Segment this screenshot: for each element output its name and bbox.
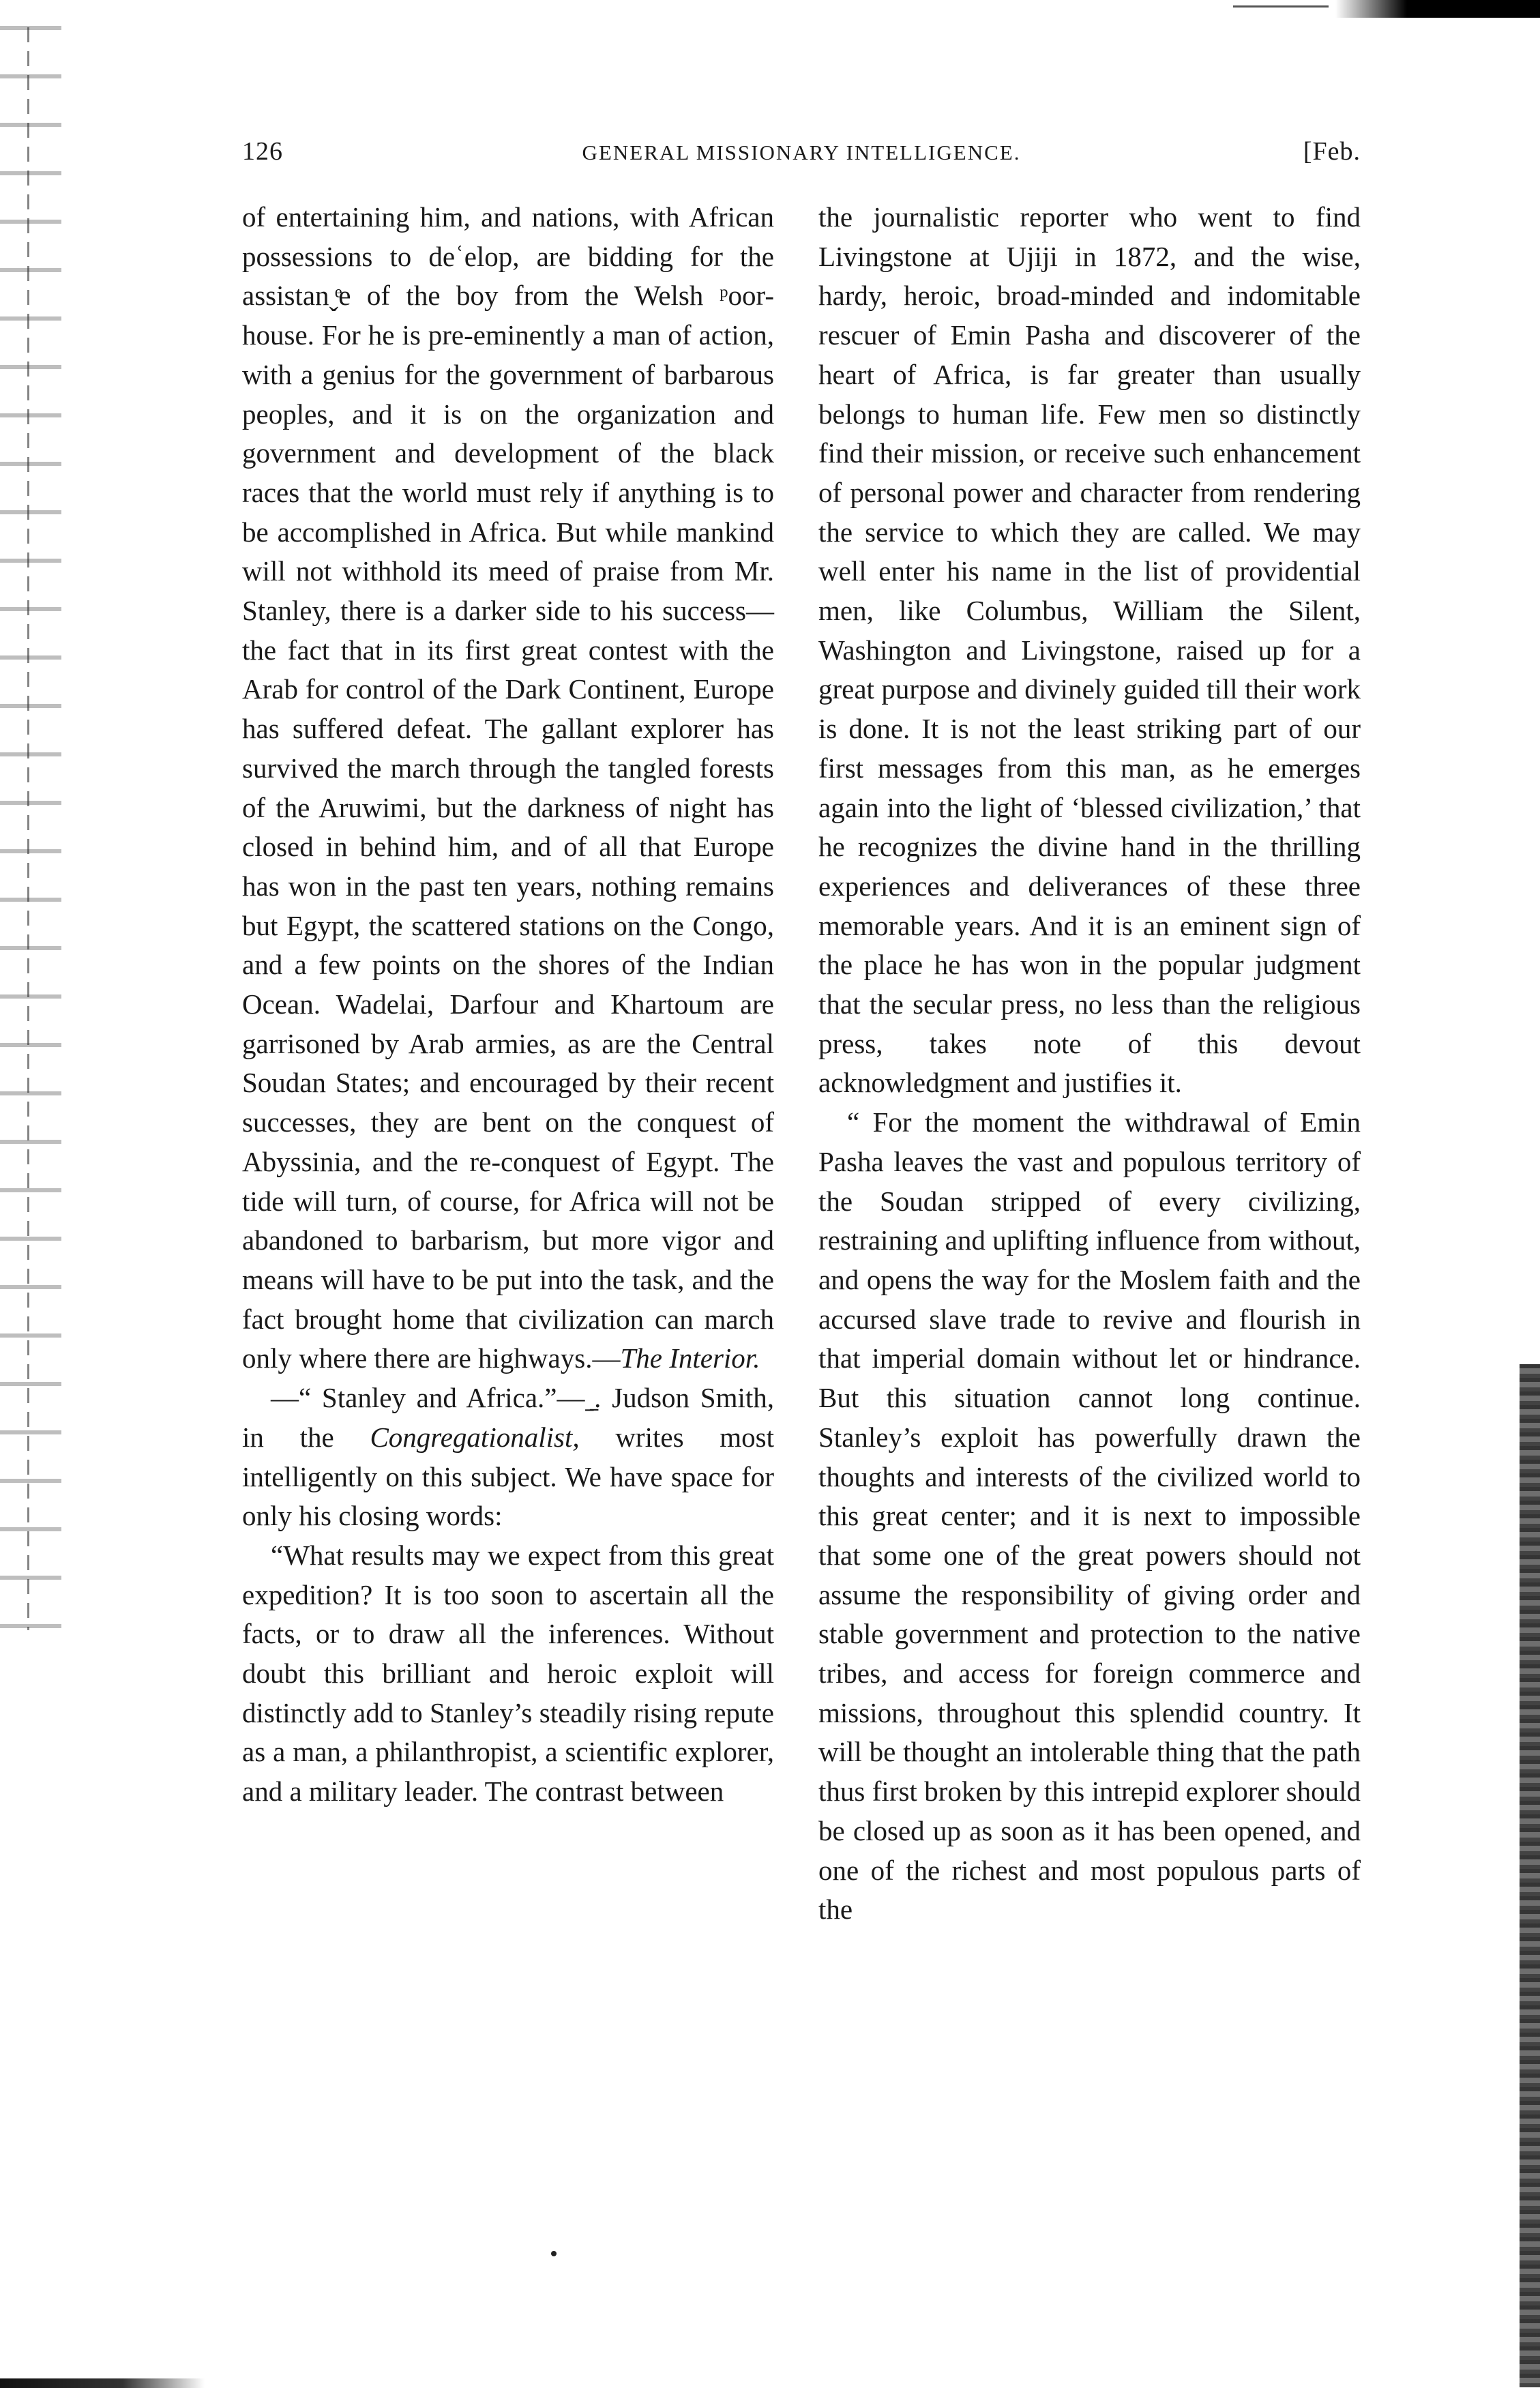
ink-speck (551, 2251, 557, 2256)
scan-bottom-edge (0, 2378, 205, 2388)
issue-month: [Feb. (1303, 137, 1361, 166)
source-citation: Congregationalist, (370, 1421, 580, 1453)
page-header (242, 136, 1361, 177)
paragraph (242, 198, 774, 1379)
paragraph (242, 1379, 774, 1536)
paragraph-text: writes most intelligently on this subject. We have space for only his closing words: (242, 1421, 774, 1532)
paragraph-text: of entertaining him, and nations, with African possessions to deʿelop, are bidding for the assistanˬͤe of the boy from the Welsh ᵖoor-house. For he is pre-eminently a man of action, with a genius for the government of barbarous peoples, and it is on the organization and government and development of the black races that the world must rely if anything is to be accomplished in Africa. But while mankind will not withhold its meed of praise from Mr. Stanley, there is a darker side to his success—the fact that in its first great contest with the Arab for control of the Dark Continent, Europe has suffered defeat. The gallant explorer has survived the march through the tangled forests of the Aruwimi, but the darkness of night has closed in behind him, and of all that Europe has won in the past ten years, nothing remains but Egypt, the scattered stations on the Congo, and a few points on the shores of the Indian Ocean. Wadelai, Darfour and Khartoum are garrisoned by Arab armies, as are the Central Soudan States; and encouraged by their recent successes, they are bent on the conquest of Abyssinia, and the re-conquest of Egypt. The tide will turn, of course, for Africa will not be abandoned to barbarism, but more vigor and means will have to be put into the task, and the fact brought home that civilization can march only where there are highways.— (242, 201, 774, 1374)
right-column (818, 198, 1361, 1930)
paragraph-text: —“ Stanley and Africa.”—ˍ̱. Judson Smith, in the (242, 1382, 774, 1453)
paragraph: “ For the moment the withdrawal of Emin Pasha leaves the vast and populous territory of the Soudan stripped of every civilizing, restraining and uplifting influence from without, and opens the way for the Moslem faith and the accursed slave trade to revive and flourish in that imperial domain without let or hindrance. But this situation cannot long continue. Stanley’s exploit has powerfully drawn the thoughts and interests of the civilized world to this great center; and it is next to impossible that some one of the great powers should not assume the responsibility of giving order and stable government and protection to the native tribes, and access for foreign commerce and missions, throughout this splendid country. It will be thought an intolerable thing that the path thus first broken by this intrepid explorer should be closed up as soon as it has been opened, and one of the richest and most populous parts of the (818, 1106, 1361, 1926)
running-title: GENERAL MISSIONARY INTELLIGENCE. (582, 141, 1021, 164)
paragraph: the journalistic reporter who went to find Livingstone at Ujiji in 1872, and the wise, hardy, heroic, broad-minded and indomitable rescuer of Emin Pasha and discoverer of the heart of Africa, is far greater than usually belongs to human life. Few men so distinctly find their mission, or receive such enhancement of personal power and character from rendering the service to which they are called. We may well enter his name in the list of providential men, like Columbus, William the Silent, Washington and Livingstone, raised up for a great purpose and divinely guided till their work is done. It is not the least striking part of our first messages from this man, as he emerges again into the light of ‘blessed civilization,’ that he recognizes the divine hand in the thrilling experiences and deliverances of these three memorable years. And it is an eminent sign of the place he has won in the popular judgment that the secular press, no less than the religious press, takes note of this devout acknowledgment and justifies it. (818, 201, 1361, 1099)
scan-top-rule (1233, 5, 1329, 8)
left-column (242, 198, 774, 1812)
scan-binding-shadow (27, 27, 29, 1630)
scan-right-edge (1520, 1364, 1540, 2387)
scan-top-edge (1335, 0, 1540, 18)
paragraph: “What results may we expect from this great expedition? It is too soon to ascertain all the facts, or to draw all the inferences. Without doubt this brilliant and heroic exploit will distinctly add to Stanley’s steadily rising repute as a man, a philanthropist, a scientific explorer, and a military leader. The contrast between (242, 1539, 774, 1808)
source-citation: The Interior. (620, 1342, 760, 1374)
page-number: 126 (242, 137, 283, 166)
scan-gutter-marks (0, 0, 61, 1671)
